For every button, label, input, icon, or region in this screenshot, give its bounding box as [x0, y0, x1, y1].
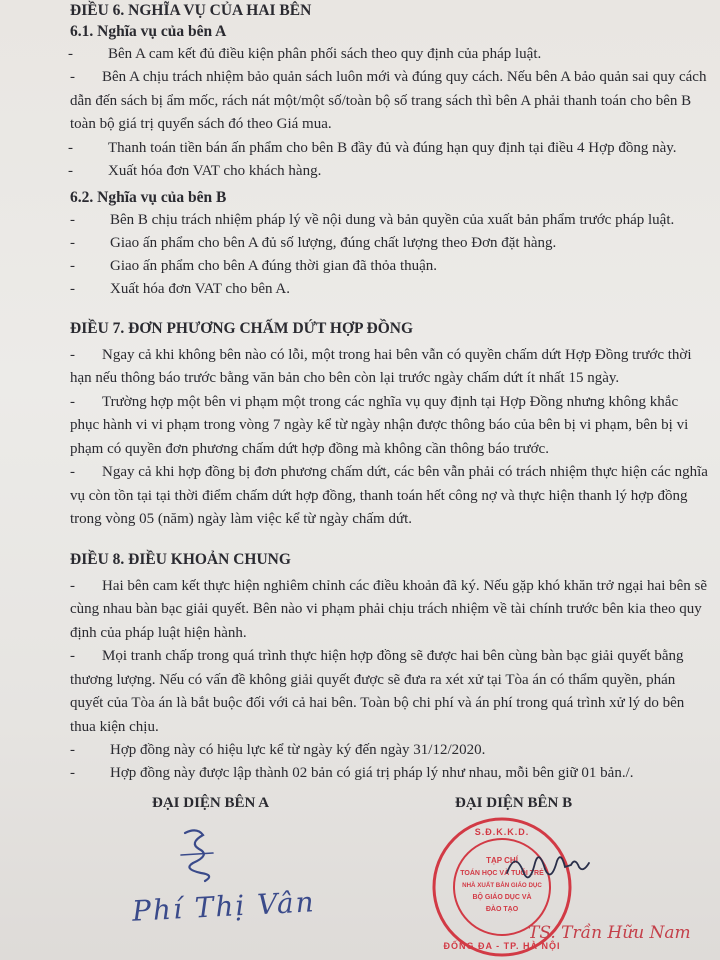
list-item: - Bên A cam kết đủ điều kiện phân phối sách theo quy định của pháp luật. [68, 46, 542, 62]
list-item: - Xuất hóa đơn VAT cho khách hàng. [68, 162, 322, 179]
list-item: - Ngay cả khi hợp đồng bị đơn phương chấm dứt, các bên vẫn phải có trách nhiệm thực hiện các nghĩa vụ còn tồn tại tại thời điểm chấm dứt hợp đồng, thanh toán hết công nợ và thực hiện thanh lý hợp đồng trong vòng 05 (năm) ngày làm việc kể từ ngày chấm dứt. [70, 464, 708, 527]
party-b-signature-title: ĐẠI DIỆN BÊN B [455, 795, 573, 811]
party-b-printed-name: TS. Trần Hữu Nam [528, 923, 691, 943]
list-item: - Hợp đồng này được lập thành 02 bản có giá trị pháp lý như nhau, mỗi bên giữ 01 bản./. [70, 765, 634, 781]
article-6-1-title: 6.1. Nghĩa vụ của bên A [70, 23, 227, 40]
signature-section [0, 795, 720, 960]
article-6-title: ĐIỀU 6. NGHĨA VỤ CỦA HAI BÊN [70, 2, 312, 19]
list-item: - Hai bên cam kết thực hiện nghiêm chỉnh các điều khoản đã ký. Nếu gặp khó khăn trở ngại hai bên sẽ cùng nhau bàn bạc giải quyết. Bên nào vi phạm phải chịu trách nhiệm về tài chính trước bên kia theo quy định của pháp luật hiện hành. [70, 577, 708, 641]
svg-text:TẠP CHÍ: TẠP CHÍ [486, 856, 518, 865]
article-8-title: ĐIỀU 8. ĐIỀU KHOẢN CHUNG [70, 550, 291, 568]
svg-text:ĐỐNG ĐA - TP. HÀ NỘI: ĐỐNG ĐA - TP. HÀ NỘI [443, 941, 561, 951]
svg-text:BỘ GIÁO DỤC VÀ: BỘ GIÁO DỤC VÀ [472, 894, 532, 901]
list-item: - Giao ấn phẩm cho bên A đúng thời gian đã thỏa thuận. [70, 257, 438, 274]
list-item: - Thanh toán tiền bán ấn phẩm cho bên B đầy đủ và đúng hạn quy định tại điều 4 Hợp đồng này. [68, 139, 677, 156]
svg-text:NHÀ XUẤT BẢN GIÁO DỤC: NHÀ XUẤT BẢN GIÁO DỤC [462, 882, 542, 889]
list-item: - Hợp đồng này có hiệu lực kể từ ngày ký đến ngày 31/12/2020. [70, 742, 486, 758]
list-item: - Bên A chịu trách nhiệm bảo quản sách luôn mới và đúng quy cách. Nếu bên A bảo quản sai quy cách dẫn đến sách bị ẩm mốc, rách nát một/một số/toàn bộ số trang sách thì bên A phải thanh toán cho bên B toàn bộ giá trị quyển sách đó theo Giá mua. [70, 69, 707, 132]
list-item: - Mọi tranh chấp trong quá trình thực hiện hợp đồng sẽ được hai bên cùng bàn bạc giải quyết bằng thương lượng. Nếu có vấn đề không giải quyết được sẽ đưa ra xét xử tại Tòa án có thẩm quyền, phán quyết của Tòa án là bắt buộc đối với cả hai bên. Toàn bộ chi phí và án phí trong quá trình xử lý do bên thua kiện chịu. [70, 648, 685, 735]
list-item: - Giao ấn phẩm cho bên A đủ số lượng, đúng chất lượng theo Đơn đặt hàng. [70, 234, 557, 251]
svg-text:TOÁN HỌC VÀ TUỔI TRẺ: TOÁN HỌC VÀ TUỔI TRẺ [460, 870, 544, 877]
party-a-signature-title: ĐẠI DIỆN BÊN A [152, 795, 270, 811]
list-item: - Bên B chịu trách nhiệm pháp lý về nội dung và bản quyền của xuất bản phẩm trước pháp luật. [70, 211, 675, 228]
svg-text:S.Đ.K.K.D.: S.Đ.K.K.D. [474, 827, 530, 837]
list-item: - Trường hợp một bên vi phạm một trong các nghĩa vụ quy định tại Hợp Đồng nhưng không khắc phục hành vi vi phạm trong vòng 7 ngày kể từ ngày nhận được thông báo của bên bị vi phạm, bên bị vi phạm có quyền đơn phương chấm dứt hợp đồng mà không cần thông báo trước. [70, 393, 689, 457]
list-item: - Ngay cả khi không bên nào có lỗi, một trong hai bên vẫn có quyền chấm dứt Hợp Đồng trước thời hạn nếu thông báo trước bằng văn bản cho bên còn lại trước ngày chấm dứt ít nhất 15 ngày. [70, 346, 692, 386]
party-a-initials-mark [175, 825, 225, 885]
contract-body [70, 0, 710, 785]
svg-text:ĐÀO TẠO: ĐÀO TẠO [485, 906, 519, 913]
party-b-signature-scribble [505, 843, 595, 893]
article-6-2-title: 6.2. Nghĩa vụ của bên B [70, 188, 227, 206]
list-item: - Xuất hóa đơn VAT cho bên A. [70, 280, 291, 297]
party-a-handwritten-name: Phí Thị Vân [131, 885, 317, 928]
article-7-title: ĐIỀU 7. ĐƠN PHƯƠNG CHẤM DỨT HỢP ĐỒNG [70, 319, 414, 337]
